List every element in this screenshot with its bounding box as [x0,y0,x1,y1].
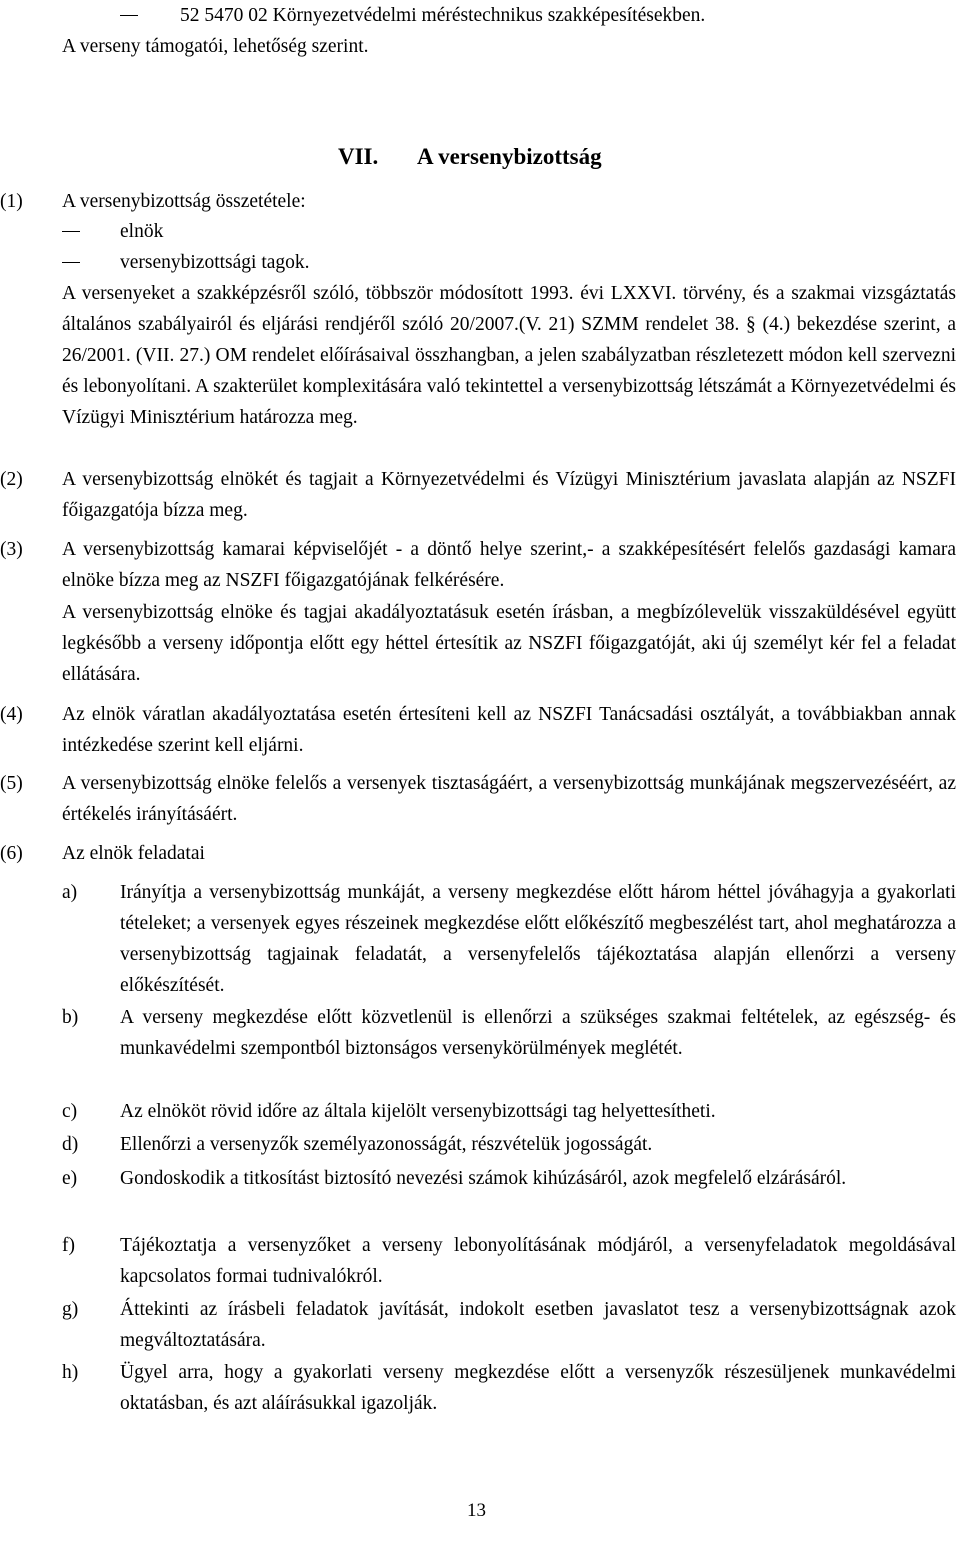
list-item: Az elnököt rövid időre az általa kijelölt versenybizottsági tag helyettesítheti. [120,1101,716,1122]
section-number-1: (1) [0,191,23,212]
section-number-2: (2) [0,469,23,490]
section-3-body-2: A versenybizottság elnöke és tagjai akadályoztatásuk esetén írásban, a megbízólevelük visszaküldésével együtt legkésőbb a verseny időpontja előtt egy héttel értesítik az NSZFI főigazgatóját, aki új személyt kér fel a feladat ellátására. [62,602,956,685]
item-label-h: h) [62,1362,79,1383]
list-item: Gondoskodik a titkosítást biztosító nevezési számok kihúzásáról, azok megfelelő elzárásáról. [120,1168,847,1189]
chapter-number: VII. [338,144,379,169]
list-item: Ellenőrzi a versenyzők személyazonosságát, részvételük jogosságát. [120,1134,653,1155]
item-label-c: c) [62,1101,78,1122]
section-number-4: (4) [0,704,23,725]
item-label-a: a) [62,882,78,903]
dash-bullet [62,262,80,263]
item-label-g: g) [62,1299,79,1320]
chapter-title: A versenybizottság [417,144,602,169]
item-label-d: d) [62,1134,79,1155]
section-4-body: Az elnök váratlan akadályoztatása esetén értesíteni kell az NSZFI Tanácsadási osztályát, a továbbiakban annak intézkedése szerint kell eljárni. [62,704,956,756]
list-item: Áttekinti az írásbeli feladatok javítását, indokolt esetben javaslatot tesz a versenybizottságnak azok megváltoztatására. [120,1299,956,1351]
section-number-5: (5) [0,773,23,794]
item-label-f: f) [62,1235,75,1256]
item-label-e: e) [62,1168,78,1189]
section-number-3: (3) [0,539,23,560]
dash-bullet [62,231,80,232]
list-item: versenybizottsági tagok. [120,252,310,273]
section-1-body: A versenyeket a szakképzésről szóló, többször módosított 1993. évi LXXVI. törvény, és a szakmai vizsgáztatás általános szabályairól és eljárási rendjéről szóló 20/2007.(V. 21) SZMM rendelet 38. § (4.) bekezdése szerint, a 26/2001. (VII. 27.) OM rendelet előírásaival összhangban, a jelen szabályzatban részletezett módon kell szervezni és lebonyolítani. A szakterület komplexitására való tekintettel a versenybizottság létszámát a Környezetvédelmi és Vízügyi Minisztérium határozza meg. [62,283,956,428]
section-5-body: A versenybizottság elnöke felelős a versenyek tisztaságáért, a versenybizottság munkájának megszervezéséért, az értékelés irányításáért. [62,773,956,825]
dash-bullet [120,15,138,16]
section-1-intro: A versenybizottság összetétele: [62,191,306,212]
support-line: A verseny támogatói, lehetőség szerint. [62,36,369,57]
list-item: A verseny megkezdése előtt közvetlenül is ellenőrzi a szükséges szakmai feltételek, az egészség- és munkavédelmi szempontból biztonságos versenykörülmények meglétét. [120,1007,956,1059]
section-3-body: A versenybizottság kamarai képviselőjét - a döntő helye szerint,- a szakképesítésért felelős gazdasági kamara elnöke bízza meg az NSZFI főigazgatójának felkérésére. [62,539,956,591]
list-item: elnök [120,221,164,242]
list-item: Tájékoztatja a versenyzőket a verseny lebonyolításának módjáról, a versenyfeladatok megoldásával kapcsolatos formai tudnivalókról. [120,1235,956,1287]
page-number: 13 [467,1500,486,1521]
list-item: Ügyel arra, hogy a gyakorlati verseny megkezdése előtt a versenyzők részesüljenek munkavédelmi oktatásban, és azt aláírásukkal igazolják. [120,1362,956,1414]
section-6-title: Az elnök feladatai [62,843,205,864]
list-item: Irányítja a versenybizottság munkáját, a verseny megkezdése előtt három héttel jóváhagyja a gyakorlati tételeket; a versenyek egyes részeinek megkezdése előtt előkészítő megbeszélést tart, ahol meghatározza a versenybizottság tagjainak feladatát, a versenyfelelős tájékoztatása alapján ellenőrzi a verseny előkészítését. [120,882,956,996]
section-2-body: A versenybizottság elnökét és tagjait a Környezetvédelmi és Vízügyi Minisztérium javaslata alapján az NSZFI főigazgatója bízza meg. [62,469,956,521]
section-number-6: (6) [0,843,23,864]
item-label-b: b) [62,1007,79,1028]
bullet-text: 52 5470 02 Környezetvédelmi méréstechnikus szakképesítésekben. [180,5,706,26]
